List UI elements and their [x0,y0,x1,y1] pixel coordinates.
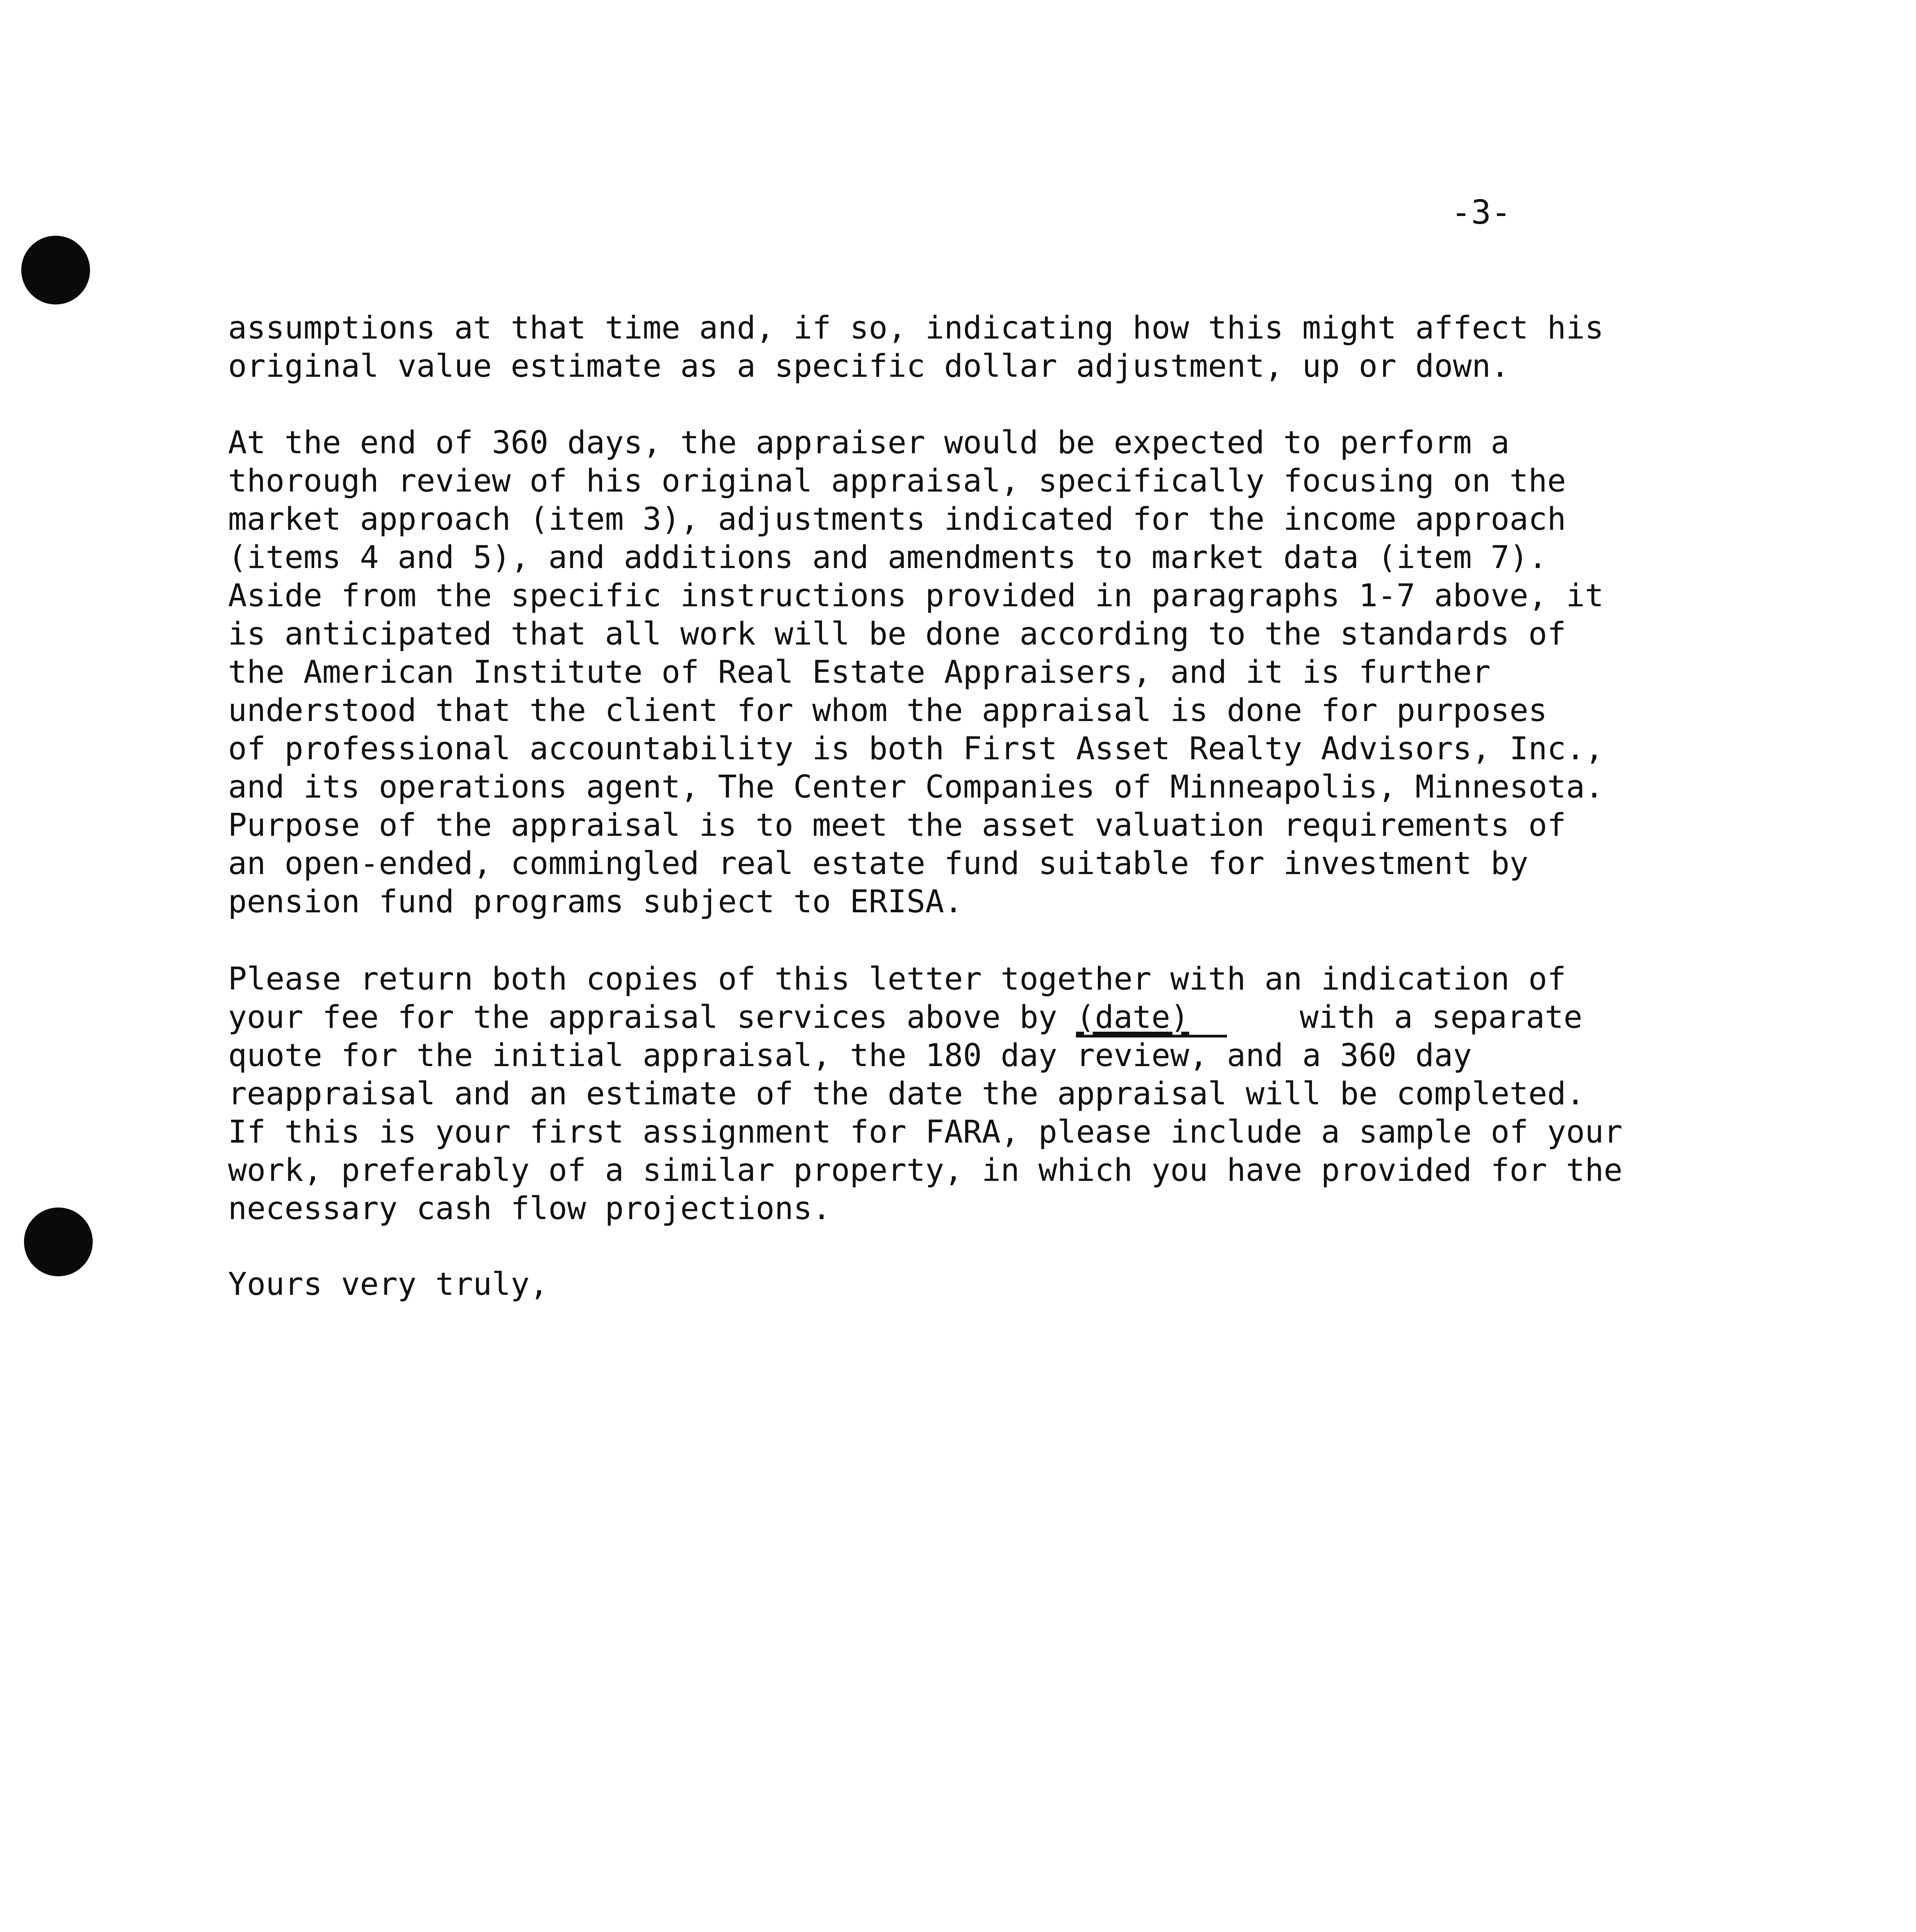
text-line: of professional accountability is both First Asset Realty Advisors, Inc., [228,731,1604,767]
text-line: the American Institute of Real Estate Appraisers, and it is further [228,654,1491,690]
text-line: work, preferably of a similar property, in which you have provided for the [228,1152,1623,1189]
text-line: and its operations agent, The Center Companies of Minneapolis, Minnesota. [228,769,1604,805]
text-line: assumptions at that time and, if so, indicating how this might affect his [228,310,1604,346]
paragraph-assumptions [228,309,1735,386]
text-line [228,998,1735,1037]
closing-text: Yours very truly, [228,1266,549,1303]
text-line: reappraisal and an estimate of the date the appraisal will be completed. [228,1076,1585,1112]
text-line: If this is your first assignment for FARA, please include a sample of your [228,1114,1623,1150]
date-blank: (date) [1076,999,1189,1036]
paragraph-360-day-review [228,424,1735,921]
text-line: At the end of 360 days, the appraiser would be expected to perform a [228,425,1510,461]
page-number: -3- [1451,193,1511,232]
separate-text: with a separate [1281,999,1582,1036]
text-line: Aside from the specific instructions provided in paragraphs 1-7 above, it [228,578,1604,614]
text-line: is anticipated that all work will be done according to the standards of [228,616,1566,652]
text-line: Please return both copies of this letter together with an indication of [228,961,1566,997]
text-line: (items 4 and 5), and additions and amendments to market data (item 7). [228,539,1547,576]
quote-text: quote for the initial appraisal, the 180 day [228,1037,1076,1074]
text-line: market approach (item 3), adjustments indicated for the income approach [228,501,1566,537]
paragraph-return-request [228,960,1735,1228]
text-line: Purpose of the appraisal is to meet the asset valuation requirements of [228,807,1566,844]
text-line [228,1037,1735,1075]
reappraisal-text: and a 360 day [1227,1037,1472,1074]
text-line: understood that the client for whom the appraisal is done for purposes [228,692,1547,729]
binder-hole-top [21,236,90,304]
fee-text: your fee for the appraisal services above by [228,999,1076,1036]
text-line: an open-ended, commingled real estate fund suitable for investment by [228,845,1528,882]
text-line: necessary cash flow projections. [228,1190,831,1227]
text-line: pension fund programs subject to ERISA. [228,884,963,920]
text-line: thorough review of his original appraisal, specifically focusing on the [228,463,1566,499]
text-line: original value estimate as a specific dollar adjustment, up or down. [228,348,1510,384]
binder-hole-middle [24,1208,93,1276]
closing [228,1265,1735,1304]
review-text: review, [1076,1035,1227,1074]
